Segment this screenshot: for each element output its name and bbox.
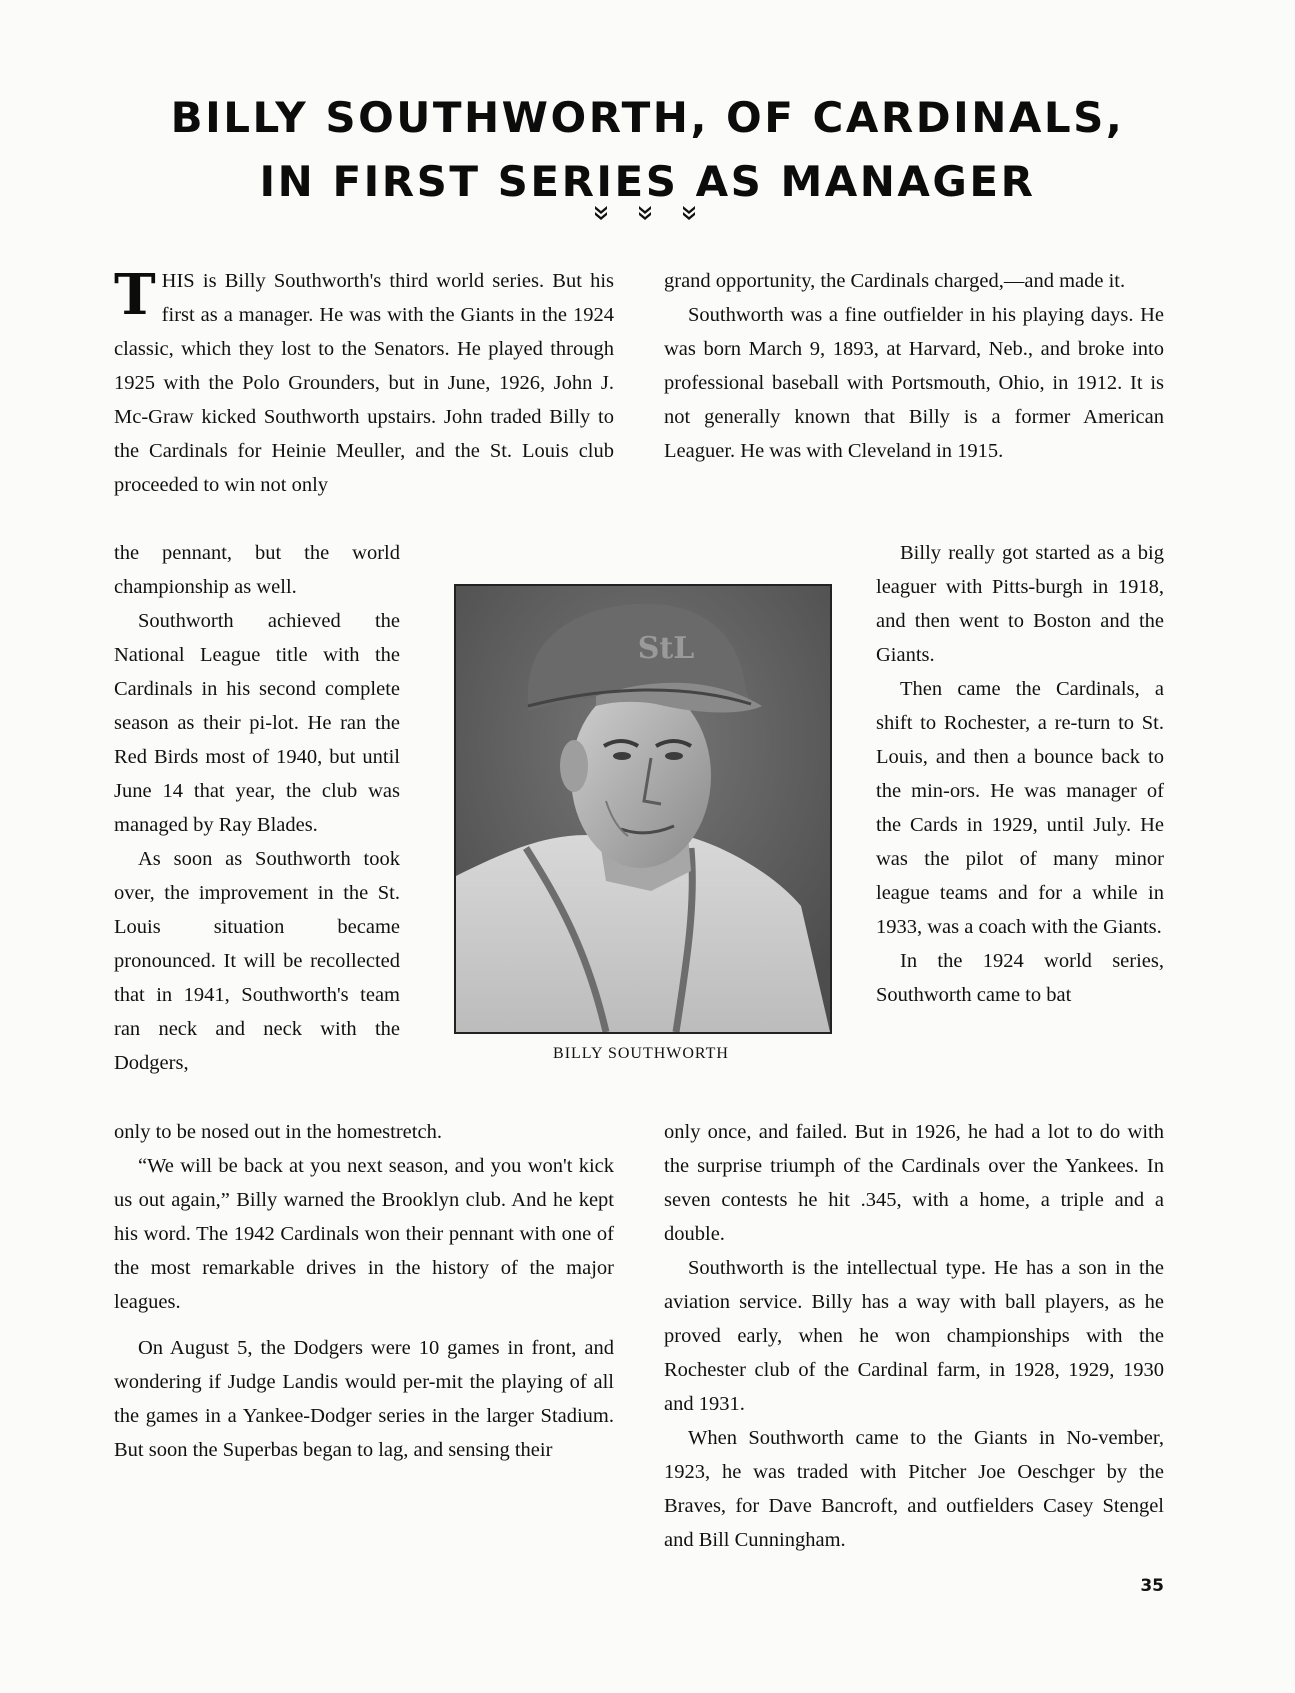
portrait-photo [454,584,832,1034]
right-column-top [664,264,1164,468]
ornament-icon [634,204,656,226]
left-paragraph-3: As soon as Southworth took over, the improvement in the St. Louis situation became pronounced. It will be recollected that in 1941, Southworth's team ran neck and neck with the Dodgers, [114,848,400,1074]
left-paragraph-1-text: HIS is Billy Southworth's third world series. But his first as a manager. He was with the Giants in the 1924 classic, which they lost to the Senators. He played through 1925 with the Polo Grounders, but in June, 1926, John J. Mc-Graw kicked Southworth upstairs. John traded Billy to the Cardinals for Heinie Meuller, and the St. Louis club proceeded to win not only [114,270,614,496]
right-paragraph-5-tail: only once, and failed. But in 1926, he had a lot to do with the surprise triumph of the Cardinals over the Yankees. In seven contests he hit .345, with a home, a triple and a double. [664,1121,1164,1245]
left-paragraph-1-tail: the pennant, but the world championship as well. [114,542,400,598]
right-column-bottom [664,1115,1164,1557]
left-paragraph-3-tail: only to be nosed out in the homestretch. [114,1121,442,1143]
right-paragraph-4: Then came the Cardinals, a shift to Rochester, a re-turn to St. Louis, and then a bounce back to the min-ors. He was manager of the Cards in 1929, until July. He was the pilot of many minor league teams and for a while in 1933, was a coach with the Giants. [876,678,1164,938]
left-paragraph-4: “We will be back at you next season, and you won't kick us out again,” Billy warned the Brooklyn club. And he kept his word. The 1942 Cardinals won their pennant with one of the most remarkable drives in the history of the major leagues. [114,1155,614,1313]
left-paragraph-1 [114,264,614,502]
cap-logo: StL [637,631,695,666]
left-column-top [114,264,614,502]
right-column-narrow [876,536,1164,1012]
right-paragraph-7: When Southworth came to the Giants in No-vember, 1923, he was traded with Pitcher Joe Oeschger by the Braves, for Dave Bancroft, and outfielders Casey Stengel and Bill Cunningham. [664,1427,1164,1551]
title-ornament [590,204,700,226]
right-paragraph-5: In the 1924 world series, Southworth came to bat [876,950,1164,1006]
right-paragraph-1: grand opportunity, the Cardinals charged,—and made it. [664,270,1126,292]
right-paragraph-3: Billy really got started as a big leaguer with Pitts-burgh in 1918, and then went to Boston and the Giants. [876,542,1164,666]
drop-cap: T [114,262,156,328]
page-number: 35 [1140,1576,1164,1596]
article-title [60,86,1235,214]
left-paragraph-5: On August 5, the Dodgers were 10 games in front, and wondering if Judge Landis would per-mit the playing of all the games in a Yankee-Dodger series in the larger Stadium. But soon the Superbas began to lag, and sensing their [114,1337,614,1461]
ornament-icon [678,204,700,226]
right-paragraph-2: Southworth was a fine outfielder in his playing days. He was born March 9, 1893, at Harvard, Neb., and broke into professional baseball with Portsmouth, Ohio, in 1912. It is not generally known that Billy is a former American Leaguer. He was with Cleveland in 1915. [664,304,1164,462]
article-title-line-1: BILLY SOUTHWORTH, OF CARDINALS, [170,93,1125,143]
left-column-bottom [114,1115,614,1467]
photo-caption: BILLY SOUTHWORTH [553,1045,729,1062]
left-column-narrow [114,536,400,1080]
article-title-line-2: IN FIRST SERIES AS MANAGER [259,157,1036,207]
left-paragraph-2: Southworth achieved the National League title with the Cardinals in his second complete season as their pi-lot. He ran the Red Birds most of 1940, but until June 14 that year, the club was managed by Ray Blades. [114,610,400,836]
portrait-image [456,586,830,1032]
ornament-icon [590,204,612,226]
right-paragraph-6: Southworth is the intellectual type. He has a son in the aviation service. Billy has a way with ball players, as he proved early, when he won championships with the Rochester club of the Cardinal farm, in 1928, 1929, 1930 and 1931. [664,1257,1164,1415]
